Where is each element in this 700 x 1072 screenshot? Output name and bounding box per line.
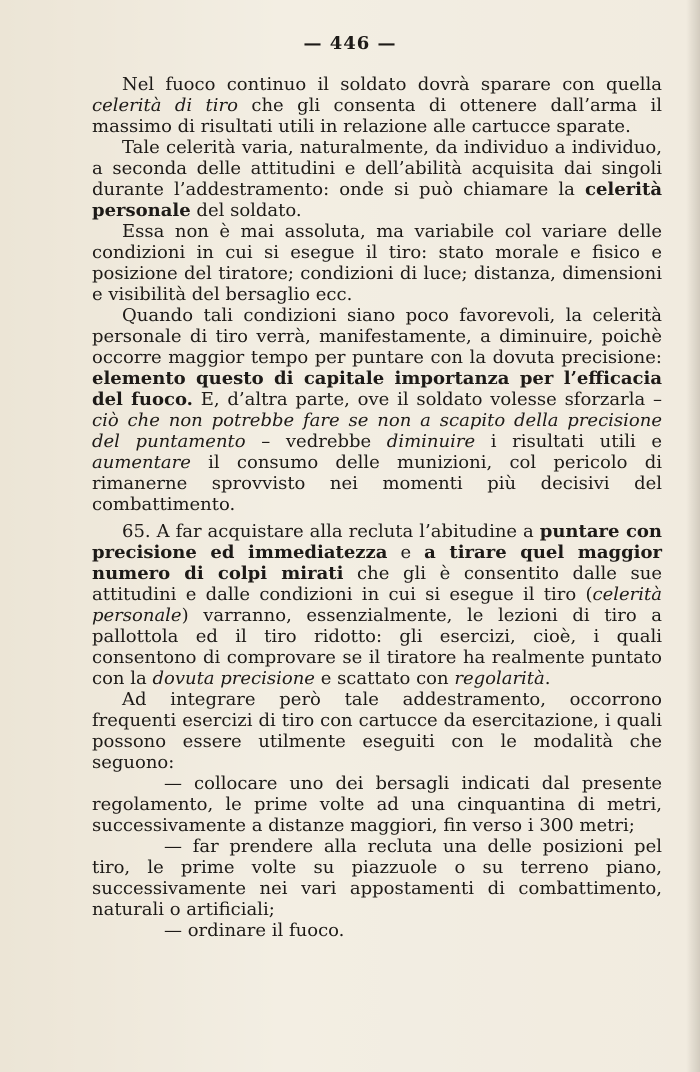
text-run: Nel fuoco continuo il soldato dovrà sparare con quella <box>122 74 662 95</box>
bold-text: elemento questo di capitale importanza per l’efficacia del fuoco. <box>92 368 662 410</box>
italic-text: celerità di tiro <box>92 95 238 116</box>
paragraph <box>92 689 662 773</box>
text-run: i risultati utili e <box>475 431 663 452</box>
paragraph <box>92 221 662 305</box>
paragraph <box>92 305 662 515</box>
text-run: e scattato con <box>314 668 455 689</box>
text-run: — ordinare il fuoco. <box>164 920 345 941</box>
text-run: . <box>544 668 551 689</box>
italic-text: celerità personale <box>92 584 662 626</box>
text-run: E, d’altra parte, ove il soldato volesse sforzarla – <box>192 389 662 410</box>
text-run: ) varranno, essenzialmente, le lezioni di tiro a pallottola ed il tiro ridotto: gli esercizi, cioè, i quali consentono di comprovare se il tiratore ha realmente puntato con la <box>92 605 662 689</box>
italic-text: regolarità <box>454 668 545 689</box>
paragraph <box>92 74 662 137</box>
paragraph-section-65 <box>92 521 662 689</box>
bold-text: puntare con precisione ed immediatezza <box>92 521 662 563</box>
list-item <box>92 836 662 920</box>
bold-text: celerità personale <box>92 179 662 221</box>
text-run: — far prendere alla recluta una delle posizioni pel tiro, le prime volte su piazzuole o su terreno piano, successivamente nei vari appostamenti di combattimento, naturali o artificiali; <box>92 836 662 920</box>
list-item <box>92 773 662 836</box>
text-run: e <box>387 542 425 563</box>
italic-text: aumentare <box>92 452 191 473</box>
text-run: che gli consenta di ottenere dall’arma il massimo di risultati utili in relazione alle cartucce sparate. <box>92 95 662 137</box>
text-run: Quando tali condizioni siano poco favorevoli, la celerità personale di tiro verrà, manifestamente, a diminuire, poichè occorre maggior tempo per puntare con la dovuta precisione: <box>92 305 662 368</box>
body-text <box>92 74 662 941</box>
bold-text: a tirare quel maggior numero di colpi mirati <box>92 542 662 584</box>
italic-text: diminuire <box>386 431 476 452</box>
list-item <box>92 920 662 941</box>
text-run: del soldato. <box>190 200 302 221</box>
text-run: — collocare uno dei bersagli indicati dal presente regolamento, le prime volte ad una cinquantina di metri, successivamente a distanze maggiori, fin verso i 300 metri; <box>92 773 662 836</box>
text-run: il consumo delle munizioni, col pericolo di rimanerne sprovvisto nei momenti più decisivi del combattimento. <box>92 452 662 515</box>
italic-text: dovuta precisione <box>152 668 315 689</box>
text-run: – vedrebbe <box>245 431 387 452</box>
text-run: Ad integrare però tale addestramento, occorrono frequenti esercizi di tiro con cartucce da esercitazione, i quali possono essere utilmente eseguiti con le modalità che seguono: <box>92 689 662 773</box>
text-run: Essa non è mai assoluta, ma variabile col variare delle condizioni in cui si esegue il tiro: stato morale e fisico e posizione del tiratore; condizioni di luce; distanza, dimensioni e visibilità del bersaglio ecc. <box>92 221 662 305</box>
text-run: Tale celerità varia, naturalmente, da individuo a individuo, a seconda delle attitudini e dell’abilità acquisita dai singoli durante l’addestramento: onde si può chiamare la <box>92 137 662 200</box>
text-run: che gli è consentito dalle sue attitudini e dalle condizioni in cui si esegue il tiro ( <box>92 563 662 605</box>
page-edge-shadow <box>686 0 700 1072</box>
paragraph <box>92 137 662 221</box>
page-number: — 446 — <box>303 33 397 54</box>
italic-text: ciò che non potrebbe fare se non a scapito della precisione del puntamento <box>92 410 662 452</box>
text-run: 65. A far acquistare alla recluta l’abitudine a <box>122 521 540 542</box>
